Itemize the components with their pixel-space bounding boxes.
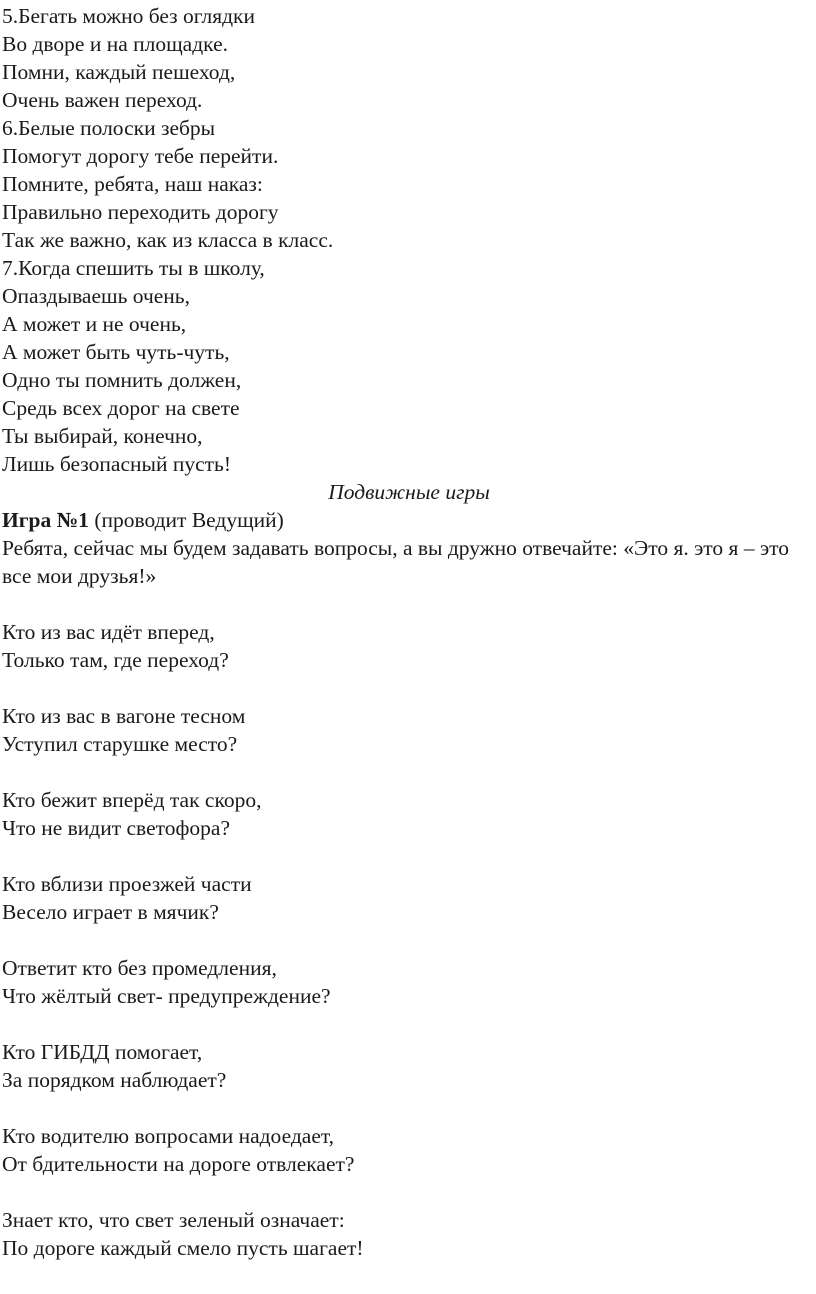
question-line: Кто вблизи проезжей части (2, 872, 252, 896)
poem-block (2, 2, 812, 478)
question-line: От бдительности на дороге отвлекает? (2, 1152, 355, 1176)
poem-line: А может быть чуть-чуть, (2, 340, 230, 364)
poem-line: А может и не очень, (2, 312, 187, 336)
poem-line: Помни, каждый пешеход, (2, 60, 236, 84)
question-line: Кто бежит вперёд так скоро, (2, 788, 262, 812)
section-heading: Подвижные игры (328, 480, 490, 504)
poem-line: Средь всех дорог на свете (2, 396, 240, 420)
poem-line: 7.Когда спешить ты в школу, (2, 256, 265, 280)
document-page (2, 2, 812, 1262)
poem-line: Во дворе и на площадке. (2, 32, 228, 56)
game-title (2, 506, 812, 534)
poem-line: Так же важно, как из класса в класс. (2, 228, 334, 252)
game-intro: Ребята, сейчас мы будем задавать вопросы, а вы дружно отвечайте: «Это я. это я – это все мои друзья!» (2, 536, 790, 588)
poem-line: Помните, ребята, наш наказ: (2, 172, 263, 196)
game-title-rest: (проводит Ведущий) (88, 508, 284, 532)
question-line: Весело играет в мячик? (2, 900, 219, 924)
question-line: Только там, где переход? (2, 648, 229, 672)
question-line: По дороге каждый смело пусть шагает! (2, 1236, 364, 1260)
question-line: Кто водителю вопросами надоедает, (2, 1124, 335, 1148)
poem-line: Правильно переходить дорогу (2, 200, 279, 224)
poem-line: Лишь безопасный пусть! (2, 452, 231, 476)
question-line: Кто из вас идёт вперед, (2, 620, 215, 644)
question-line: Что жёлтый свет- предупреждение? (2, 984, 331, 1008)
game-questions (2, 590, 812, 1262)
question-line: Кто ГИБДД помогает, (2, 1040, 203, 1064)
question-line: Кто из вас в вагоне тесном (2, 704, 246, 728)
question-line: Знает кто, что свет зеленый означает: (2, 1208, 345, 1232)
poem-line: Помогут дорогу тебе перейти. (2, 144, 279, 168)
poem-line: 6.Белые полоски зебры (2, 116, 216, 140)
question-line: Уступил старушке место? (2, 732, 238, 756)
poem-line: Опаздываешь очень, (2, 284, 190, 308)
question-line: Что не видит светофора? (2, 816, 230, 840)
poem-line: Одно ты помнить должен, (2, 368, 242, 392)
question-line: Ответит кто без промедления, (2, 956, 277, 980)
question-line: За порядком наблюдает? (2, 1068, 227, 1092)
poem-line: Очень важен переход. (2, 88, 203, 112)
poem-line: Ты выбирай, конечно, (2, 424, 203, 448)
poem-line: 5.Бегать можно без оглядки (2, 4, 256, 28)
game-title-bold: Игра №1 (2, 508, 89, 532)
